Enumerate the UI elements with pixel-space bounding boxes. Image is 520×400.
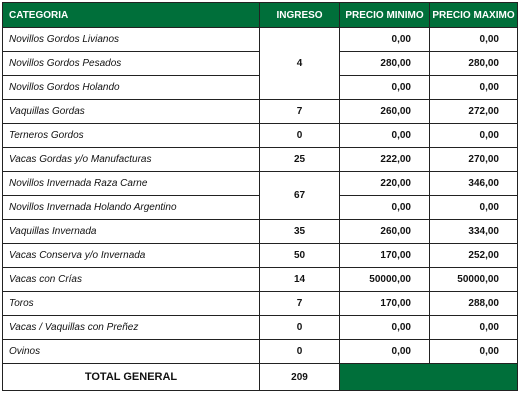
row-name: Novillos Invernada Holando Argentino xyxy=(3,196,260,220)
row-max: 280,00 xyxy=(430,52,518,76)
row-name: Novillos Gordos Livianos xyxy=(3,28,260,52)
row-min: 220,00 xyxy=(340,172,430,196)
row-ingreso: 14 xyxy=(260,268,340,292)
price-table xyxy=(2,2,518,391)
total-value: 209 xyxy=(260,364,340,391)
row-ingreso: 50 xyxy=(260,244,340,268)
row-min: 170,00 xyxy=(340,292,430,316)
row-name: Novillos Gordos Pesados xyxy=(3,52,260,76)
row-max: 288,00 xyxy=(430,292,518,316)
row-name: Terneros Gordos xyxy=(3,124,260,148)
row-min: 170,00 xyxy=(340,244,430,268)
row-ingreso: 0 xyxy=(260,340,340,364)
row-max: 0,00 xyxy=(430,76,518,100)
row-name: Vacas Conserva y/o Invernada xyxy=(3,244,260,268)
row-name: Vacas / Vaquillas con Preñez xyxy=(3,316,260,340)
row-ingreso-merged: 67 xyxy=(260,172,340,220)
row-name: Vacas con Crías xyxy=(3,268,260,292)
header-precio-maximo: PRECIO MAXIMO xyxy=(430,3,518,28)
row-ingreso: 7 xyxy=(260,292,340,316)
row-min: 0,00 xyxy=(340,124,430,148)
row-name: Vacas Gordas y/o Manufacturas xyxy=(3,148,260,172)
table-row xyxy=(3,148,518,172)
row-name: Vaquillas Gordas xyxy=(3,100,260,124)
row-max: 0,00 xyxy=(430,340,518,364)
table-row xyxy=(3,268,518,292)
total-row xyxy=(3,364,518,391)
row-min: 260,00 xyxy=(340,220,430,244)
row-max: 272,00 xyxy=(430,100,518,124)
row-min: 0,00 xyxy=(340,316,430,340)
total-filler xyxy=(340,364,518,391)
row-max: 270,00 xyxy=(430,148,518,172)
header-ingreso: INGRESO xyxy=(260,3,340,28)
table-row xyxy=(3,100,518,124)
row-name: Novillos Gordos Holando xyxy=(3,76,260,100)
table-row xyxy=(3,316,518,340)
row-name: Novillos Invernada Raza Carne xyxy=(3,172,260,196)
row-max: 0,00 xyxy=(430,316,518,340)
row-max: 346,00 xyxy=(430,172,518,196)
row-ingreso-merged: 4 xyxy=(260,28,340,100)
row-ingreso: 0 xyxy=(260,316,340,340)
table-row xyxy=(3,244,518,268)
row-max: 50000,00 xyxy=(430,268,518,292)
row-max: 0,00 xyxy=(430,28,518,52)
header-categoria: CATEGORIA xyxy=(3,3,260,28)
row-min: 222,00 xyxy=(340,148,430,172)
table-row xyxy=(3,292,518,316)
row-max: 252,00 xyxy=(430,244,518,268)
total-label: TOTAL GENERAL xyxy=(3,364,260,391)
table-row xyxy=(3,340,518,364)
header-precio-minimo: PRECIO MINIMO xyxy=(340,3,430,28)
header-row xyxy=(3,3,518,28)
table-row xyxy=(3,220,518,244)
row-ingreso: 7 xyxy=(260,100,340,124)
row-ingreso: 0 xyxy=(260,124,340,148)
table-row xyxy=(3,28,518,52)
row-min: 0,00 xyxy=(340,196,430,220)
row-min: 0,00 xyxy=(340,340,430,364)
row-min: 0,00 xyxy=(340,28,430,52)
row-min: 260,00 xyxy=(340,100,430,124)
row-max: 334,00 xyxy=(430,220,518,244)
row-ingreso: 35 xyxy=(260,220,340,244)
table-row xyxy=(3,172,518,196)
row-min: 280,00 xyxy=(340,52,430,76)
row-ingreso: 25 xyxy=(260,148,340,172)
row-min: 50000,00 xyxy=(340,268,430,292)
table-row xyxy=(3,124,518,148)
row-min: 0,00 xyxy=(340,76,430,100)
row-max: 0,00 xyxy=(430,124,518,148)
row-name: Vaquillas Invernada xyxy=(3,220,260,244)
row-name: Ovinos xyxy=(3,340,260,364)
row-name: Toros xyxy=(3,292,260,316)
row-max: 0,00 xyxy=(430,196,518,220)
